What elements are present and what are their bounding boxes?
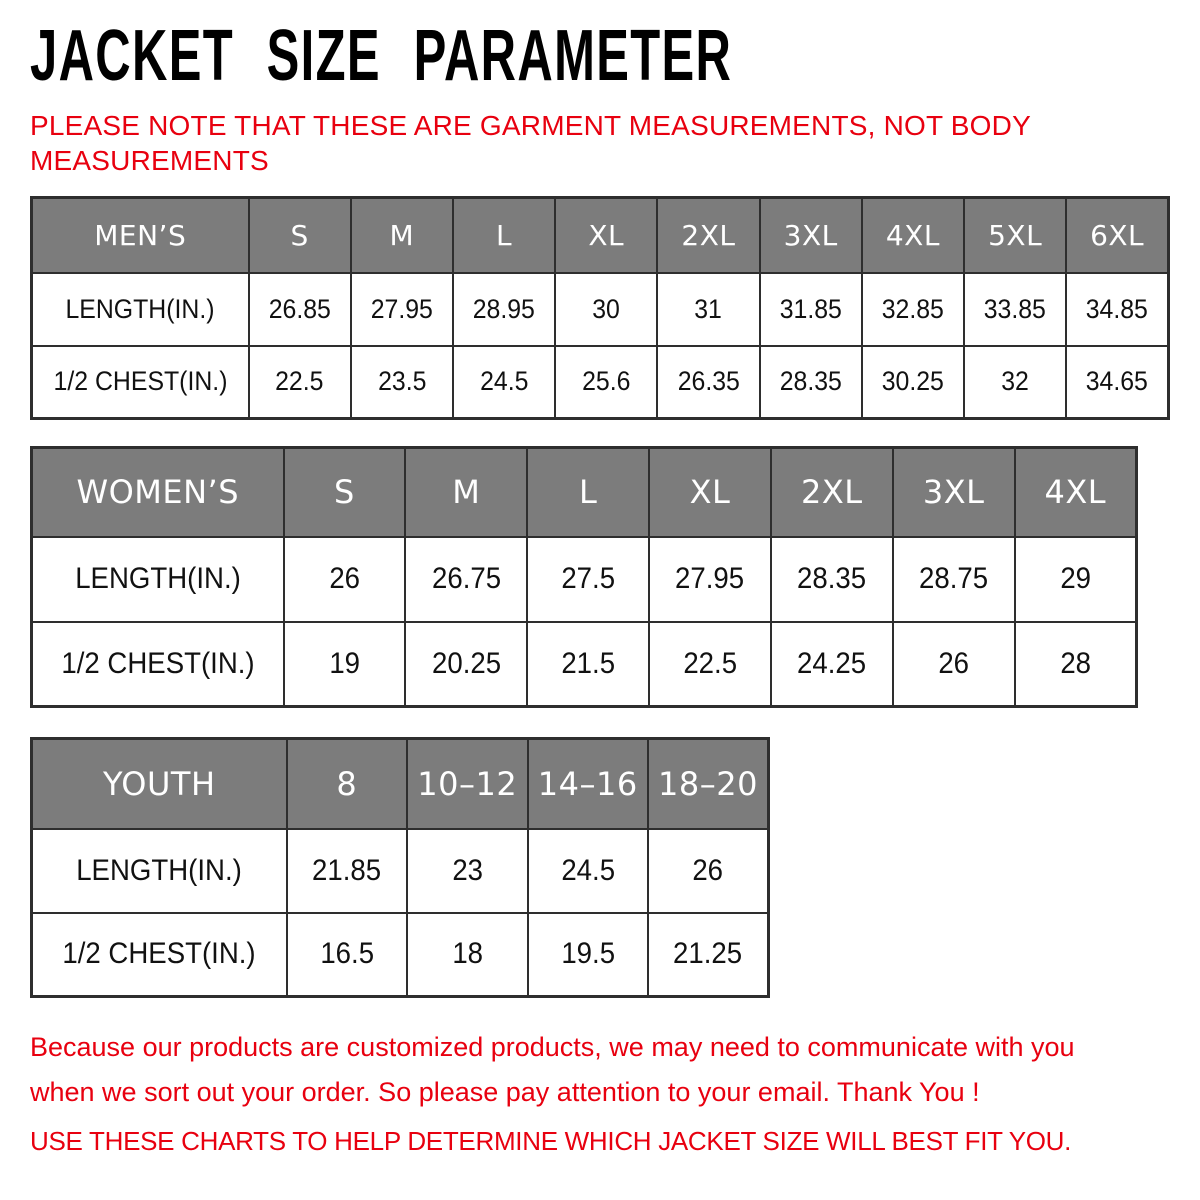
- mens-size-header: 2XL: [657, 198, 759, 273]
- mens-group-label: MEN’S: [32, 198, 249, 273]
- youth-row-label: 1/2 CHEST(IN.): [32, 913, 287, 997]
- mens-size-header: 3XL: [760, 198, 862, 273]
- youth-data-row: [32, 913, 769, 997]
- mens-size-header: M: [351, 198, 453, 273]
- youth-header-row: [32, 739, 769, 829]
- youth-size-header: 14–16: [528, 739, 649, 829]
- youth-value-cell: 19.5: [528, 913, 649, 997]
- mens-value-cell: 31: [657, 273, 759, 346]
- womens-row-label: 1/2 CHEST(IN.): [32, 622, 284, 707]
- mens-value-cell: 33.85: [964, 273, 1066, 346]
- womens-size-table: [30, 446, 1138, 708]
- mens-size-header: 4XL: [862, 198, 964, 273]
- womens-data-row: [32, 537, 1137, 622]
- mens-size-header: S: [249, 198, 351, 273]
- mens-value-cell: 34.85: [1066, 273, 1168, 346]
- mens-value-cell: 34.65: [1066, 346, 1168, 419]
- womens-value-cell: 24.25: [771, 622, 893, 707]
- mens-row-label: LENGTH(IN.): [32, 273, 249, 346]
- womens-value-cell: 27.95: [649, 537, 771, 622]
- womens-size-header: M: [405, 448, 527, 537]
- womens-group-label: WOMEN’S: [32, 448, 284, 537]
- mens-size-table: [30, 196, 1170, 420]
- womens-value-cell: 22.5: [649, 622, 771, 707]
- womens-value-cell: 28: [1015, 622, 1137, 707]
- mens-size-header: 5XL: [964, 198, 1066, 273]
- womens-size-header: 2XL: [771, 448, 893, 537]
- youth-size-header: 10–12: [407, 739, 528, 829]
- youth-group-label: YOUTH: [32, 739, 287, 829]
- youth-value-cell: 24.5: [528, 829, 649, 913]
- womens-value-cell: 27.5: [527, 537, 649, 622]
- youth-size-table: [30, 737, 770, 998]
- mens-size-header: XL: [555, 198, 657, 273]
- womens-value-cell: 26: [284, 537, 406, 622]
- womens-value-cell: 26: [893, 622, 1015, 707]
- youth-row-label: LENGTH(IN.): [32, 829, 287, 913]
- mens-value-cell: 25.6: [555, 346, 657, 419]
- womens-size-header: 3XL: [893, 448, 1015, 537]
- womens-value-cell: 21.5: [527, 622, 649, 707]
- mens-row-label: 1/2 CHEST(IN.): [32, 346, 249, 419]
- mens-value-cell: 26.35: [657, 346, 759, 419]
- mens-value-cell: 30.25: [862, 346, 964, 419]
- mens-value-cell: 32: [964, 346, 1066, 419]
- order-communication-note-line1: Because our products are customized products, we may need to communicate with you: [30, 1032, 1075, 1062]
- order-communication-note: [30, 1025, 1075, 1115]
- garment-measurement-note-line1: PLEASE NOTE THAT THESE ARE GARMENT MEASUREMENTS, NOT BODY: [30, 110, 1031, 141]
- mens-value-cell: 28.35: [760, 346, 862, 419]
- womens-value-cell: 28.35: [771, 537, 893, 622]
- youth-size-header: 18–20: [648, 739, 769, 829]
- womens-value-cell: 28.75: [893, 537, 1015, 622]
- womens-value-cell: 19: [284, 622, 406, 707]
- mens-value-cell: 22.5: [249, 346, 351, 419]
- youth-value-cell: 21.25: [648, 913, 769, 997]
- womens-value-cell: 26.75: [405, 537, 527, 622]
- mens-value-cell: 31.85: [760, 273, 862, 346]
- mens-value-cell: 32.85: [862, 273, 964, 346]
- youth-table: [30, 737, 770, 998]
- page-title: [30, 18, 1063, 94]
- womens-value-cell: 29: [1015, 537, 1137, 622]
- mens-size-header: L: [453, 198, 555, 273]
- youth-value-cell: 26: [648, 829, 769, 913]
- womens-size-header: S: [284, 448, 406, 537]
- mens-value-cell: 24.5: [453, 346, 555, 419]
- youth-size-header: 8: [287, 739, 408, 829]
- mens-header-row: [32, 198, 1169, 273]
- fit-advice-note: USE THESE CHARTS TO HELP DETERMINE WHICH JACKET SIZE WILL BEST FIT YOU.: [30, 1126, 1072, 1156]
- youth-value-cell: 16.5: [287, 913, 408, 997]
- mens-data-row: [32, 346, 1169, 419]
- youth-data-row: [32, 829, 769, 913]
- order-communication-note-line2: when we sort out your order. So please pay attention to your email. Thank You !: [30, 1077, 980, 1107]
- page-title-text: JACKET SIZE PARAMETER: [30, 16, 733, 96]
- mens-value-cell: 23.5: [351, 346, 453, 419]
- mens-size-header: 6XL: [1066, 198, 1168, 273]
- garment-measurement-note: [30, 108, 1031, 178]
- garment-measurement-note-line2: MEASUREMENTS: [30, 145, 269, 176]
- youth-value-cell: 18: [407, 913, 528, 997]
- womens-row-label: LENGTH(IN.): [32, 537, 284, 622]
- youth-value-cell: 23: [407, 829, 528, 913]
- mens-value-cell: 28.95: [453, 273, 555, 346]
- womens-size-header: XL: [649, 448, 771, 537]
- mens-value-cell: 26.85: [249, 273, 351, 346]
- mens-value-cell: 30: [555, 273, 657, 346]
- womens-value-cell: 20.25: [405, 622, 527, 707]
- mens-table: [30, 196, 1170, 420]
- womens-table: [30, 446, 1138, 708]
- womens-size-header: 4XL: [1015, 448, 1137, 537]
- womens-data-row: [32, 622, 1137, 707]
- womens-size-header: L: [527, 448, 649, 537]
- mens-data-row: [32, 273, 1169, 346]
- youth-value-cell: 21.85: [287, 829, 408, 913]
- womens-header-row: [32, 448, 1137, 537]
- mens-value-cell: 27.95: [351, 273, 453, 346]
